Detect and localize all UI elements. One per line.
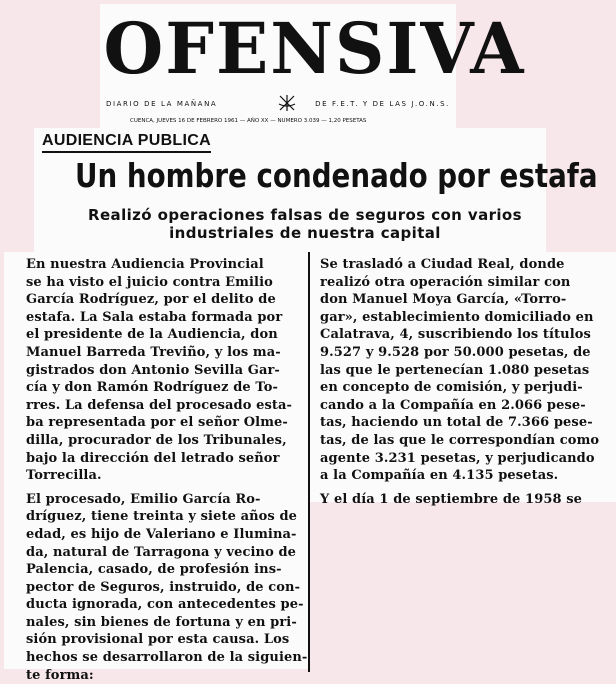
text-line: realizó otra operación similar con [320,274,571,290]
text-line: rres. La defensa del procesado esta- [26,397,293,413]
text-line: te forma: [26,667,94,683]
text-line: las que le pertenecían 1.080 pesetas [320,362,590,378]
tagline [106,100,450,110]
text-line: tas, de las que le correspondían como [320,432,600,448]
headline-block [34,128,598,252]
text-line: dilla, procurador de los Tribunales, [26,432,287,448]
text-line: gistrados don Antonio Sevilla Gar- [26,362,280,378]
newspaper-logo: OFENSIVA [103,7,526,90]
yoke-and-arrows-icon [276,94,298,112]
text-line: edad, es hijo de Valeriano e Ilumina- [26,526,297,542]
text-line: pector de Seguros, instruido, de con- [26,579,301,595]
text-line: Palencia, casado, de profesión ins- [26,562,282,578]
article-subtitle [74,206,536,242]
text-line: 9.527 y 9.528 por 50.000 pesetas, de [320,344,591,360]
tagline-left: DIARIO DE LA MAÑANA [106,100,218,108]
cut-off-line: Y el día 1 de septiembre de 1958 se [320,491,583,507]
text-line: ba representada por el señor Olme- [26,415,288,431]
text-line: cía y don Ramón Rodríguez de To- [26,380,278,396]
dateline: CUENCA, JUEVES 16 DE FEBRERO 1961 — AÑO XX — NUMERO 3.039 — 1,20 PESETAS [130,118,367,124]
text-line: gar», establecimiento domiciliado en [320,309,594,325]
text-line: se ha visto el juicio contra Emilio [26,274,273,290]
text-line: En nuestra Audiencia Provincial [26,257,264,272]
text-line: en concepto de comisión, y perjudi- [320,380,583,396]
tagline-right: DE F.E.T. Y DE LAS J.O.N.S. [315,100,450,108]
text-line: El procesado, Emilio García Ro- [26,491,261,507]
text-line: estafa. La Sala estaba formada por [26,309,283,325]
text-line: Calatrava, 4, suscribiendo los títulos [320,327,591,343]
text-line: dríguez, tiene treinta y siete años de [26,509,298,525]
text-line: tas, haciendo un total de 7.366 pese- [320,415,593,431]
text-line: sión provisional por esta causa. Los [26,632,290,648]
text-line: ducta ignorada, con antecedentes pe- [26,597,304,613]
subtitle-line-1: Realizó operaciones falsas de seguros con varios [88,206,522,224]
right-column [306,252,616,507]
paragraph-2 [26,491,307,684]
text-line: don Manuel Moya García, «Torro- [320,292,567,308]
text-line: bajo la dirección del letrado señor [26,450,280,466]
text-line: agente 3.231 pesetas, y perjudicando [320,450,595,466]
article-title: Un hombre condenado por estafa [74,156,598,195]
right-column-text [320,256,600,507]
paragraph-3 [320,256,599,485]
left-column-text [26,256,307,684]
text-line: Se trasladó a Ciudad Real, donde [320,257,565,272]
column-divider [308,252,310,672]
text-line: hechos se desarrollaron de la siguien- [26,650,308,666]
text-line: cando a la Compañía en 2.066 pese- [320,397,586,413]
text-line: nales, sin bienes de fortuna y en pri- [26,614,297,630]
section-heading: AUDIENCIA PUBLICA [42,132,211,153]
text-line: Torrecilla. [26,468,102,484]
text-line: da, natural de Tarragona y vecino de [26,544,297,560]
paragraph-1 [26,256,307,485]
text-line: Manuel Barreda Treviño, y los ma- [26,344,281,360]
text-line: el presidente de la Audiencia, don [26,327,278,343]
subtitle-line-2: industriales de nuestra capital [169,224,441,242]
text-line: García Rodríguez, por el delito de [26,292,276,308]
left-column [4,252,308,683]
text-line: a la Compañía en 4.135 pesetas. [320,468,559,484]
masthead [100,4,526,128]
